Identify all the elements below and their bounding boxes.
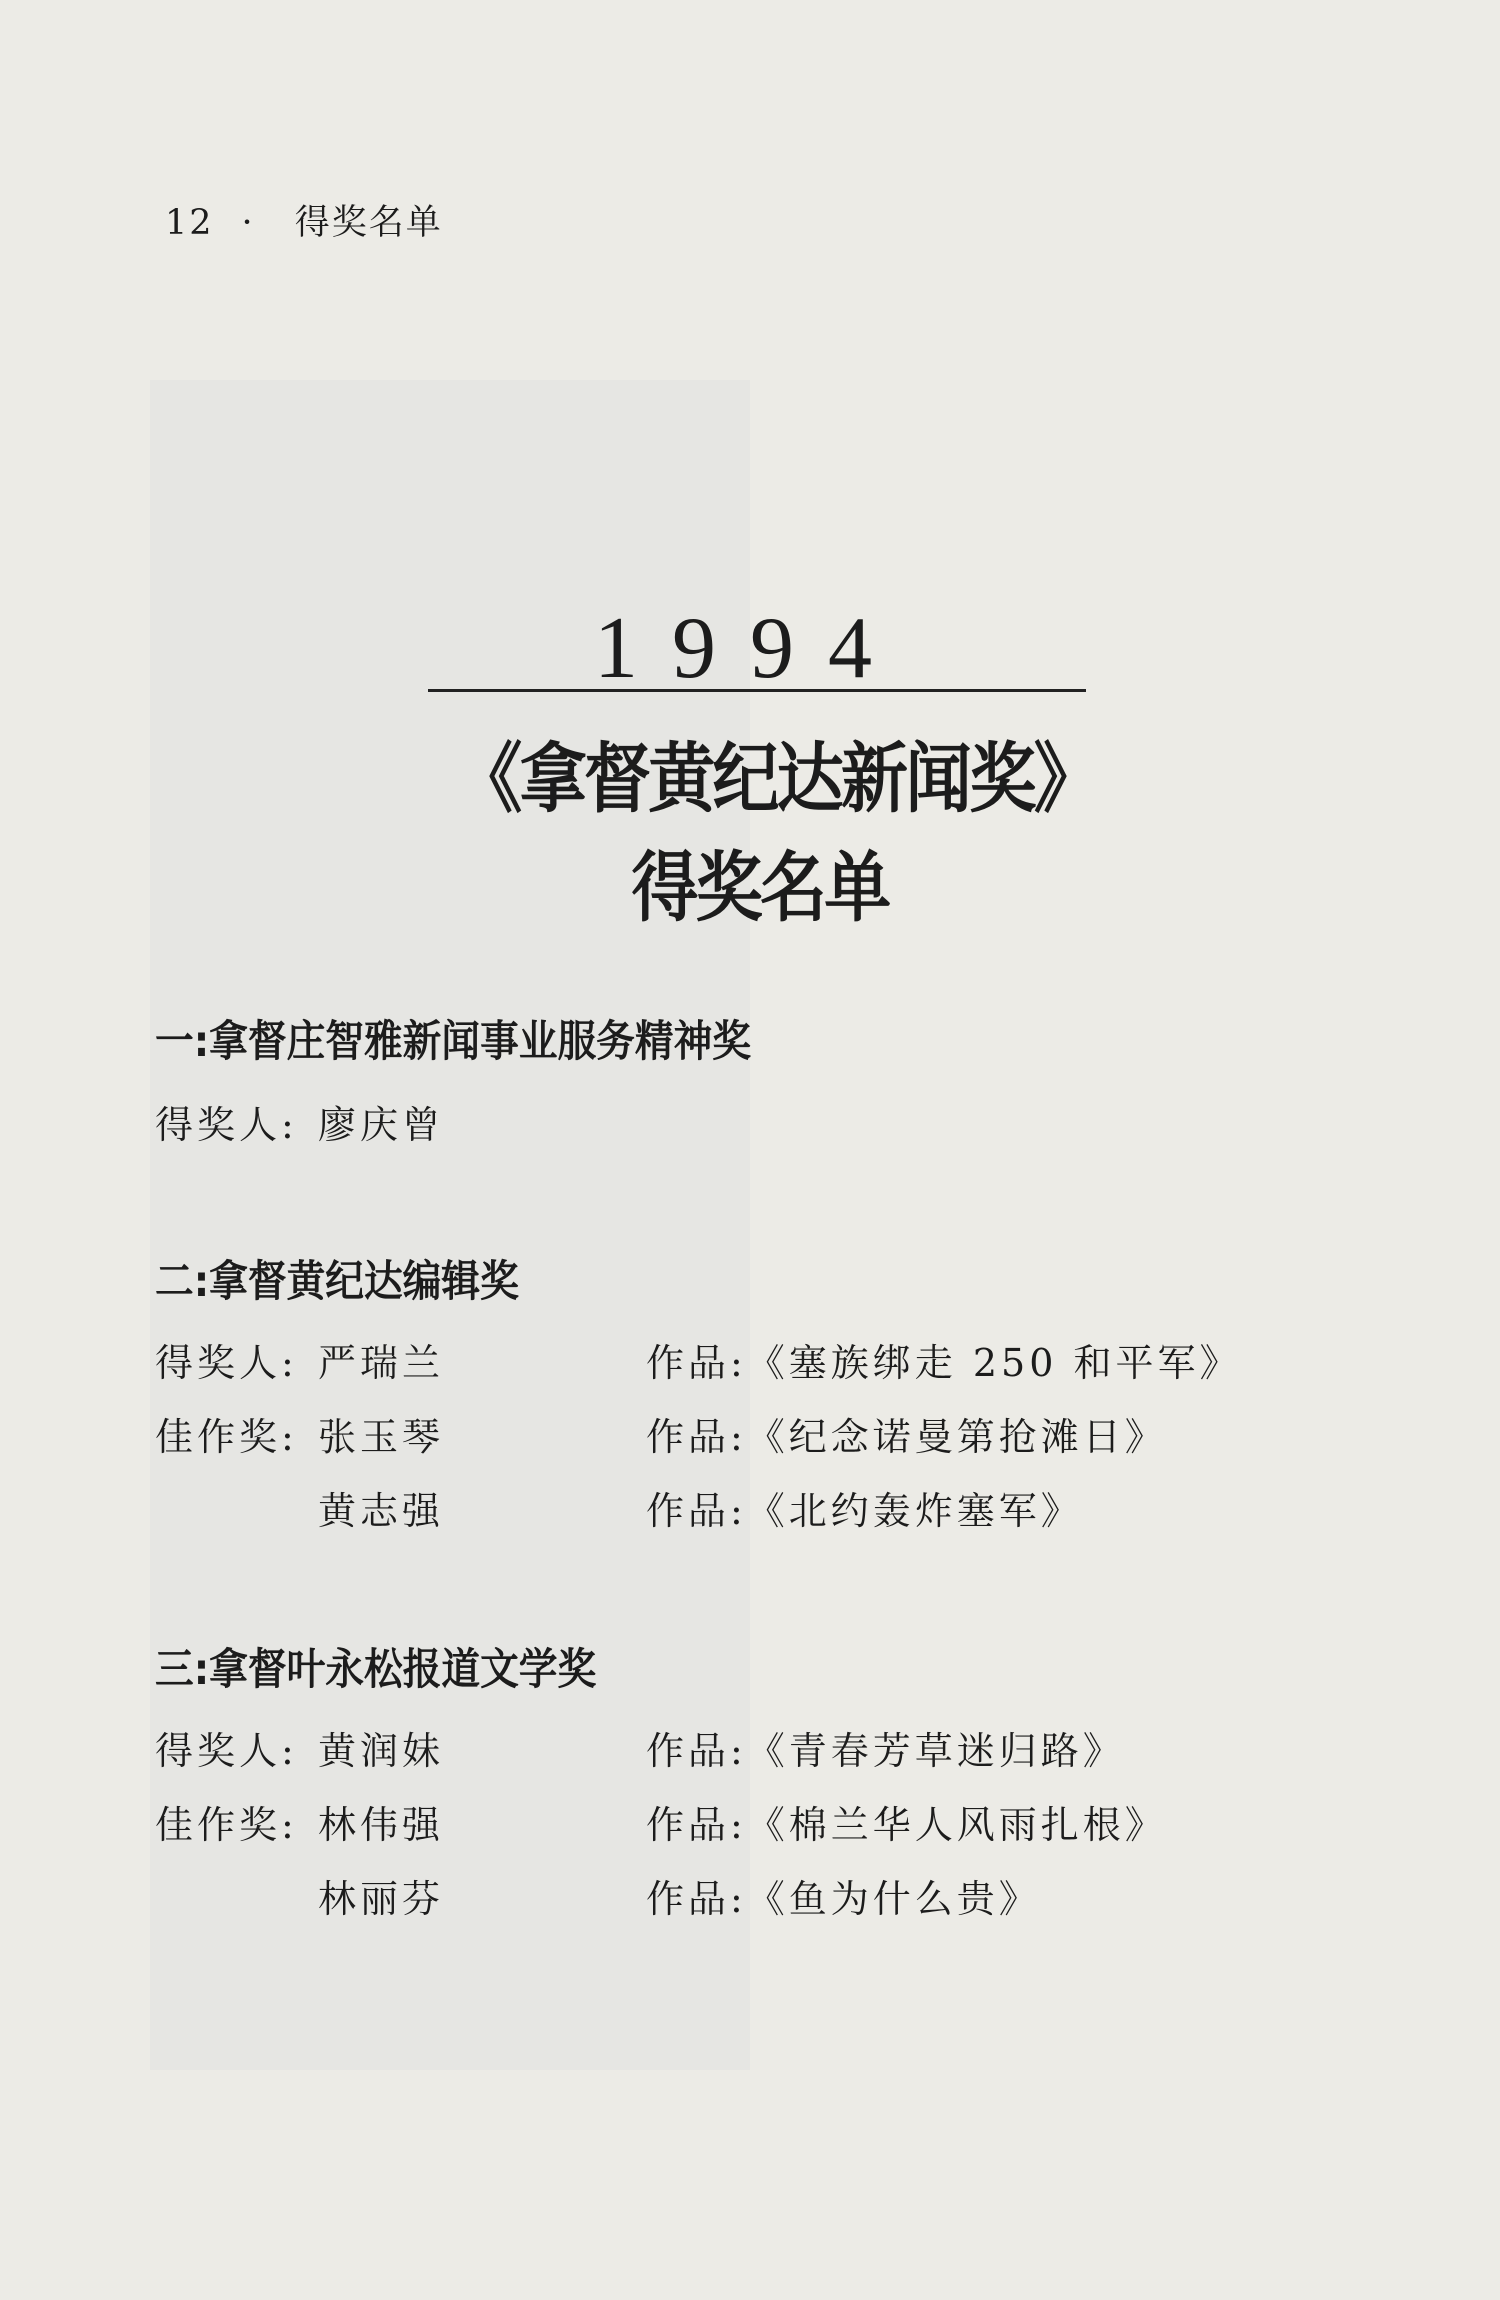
page-title: 《拿督黄纪达新闻奖》得奖名单	[455, 734, 1065, 932]
entry-work: 作品:《棉兰华人风雨扎根》	[646, 1803, 1167, 1847]
entry-name: 林伟强	[318, 1803, 445, 1847]
entry-role: 佳作奖:	[155, 1803, 298, 1847]
entry-role: 佳作奖:	[155, 1415, 298, 1459]
entry-role: 得奖人:	[155, 1729, 298, 1773]
entry-name: 黄志强	[318, 1489, 445, 1533]
page-header	[165, 195, 443, 245]
entry-work: 作品:《青春芳草迷归路》	[646, 1729, 1125, 1773]
page-number: 12	[165, 203, 214, 243]
entry-work: 作品:《北约轰炸塞军》	[646, 1489, 1083, 1533]
header-separator: ·	[241, 203, 255, 243]
running-title: 得奖名单	[294, 203, 443, 243]
section-heading-2: 二:拿督黄纪达编辑奖	[155, 1257, 519, 1307]
entry-name: 严瑞兰	[318, 1341, 445, 1385]
entry-name: 林丽芬	[318, 1877, 445, 1921]
entry-name: 黄润妹	[318, 1729, 445, 1773]
entry-role: 得奖人:	[155, 1103, 298, 1147]
title-year: 1994	[594, 600, 906, 697]
section-heading-3: 三:拿督叶永松报道文学奖	[155, 1645, 597, 1695]
section-heading-1: 一:拿督庄智雅新闻事业服务精神奖	[155, 1017, 751, 1067]
entry-name: 廖庆曾	[318, 1103, 445, 1147]
entry-work: 作品:《鱼为什么贵》	[646, 1877, 1041, 1921]
entry-work: 作品:《塞族绑走 250 和平军》	[646, 1341, 1242, 1385]
entry-role: 得奖人:	[155, 1341, 298, 1385]
title-rule	[428, 689, 1086, 692]
entry-name: 张玉琴	[318, 1415, 445, 1459]
entry-work: 作品:《纪念诺曼第抢滩日》	[646, 1415, 1167, 1459]
